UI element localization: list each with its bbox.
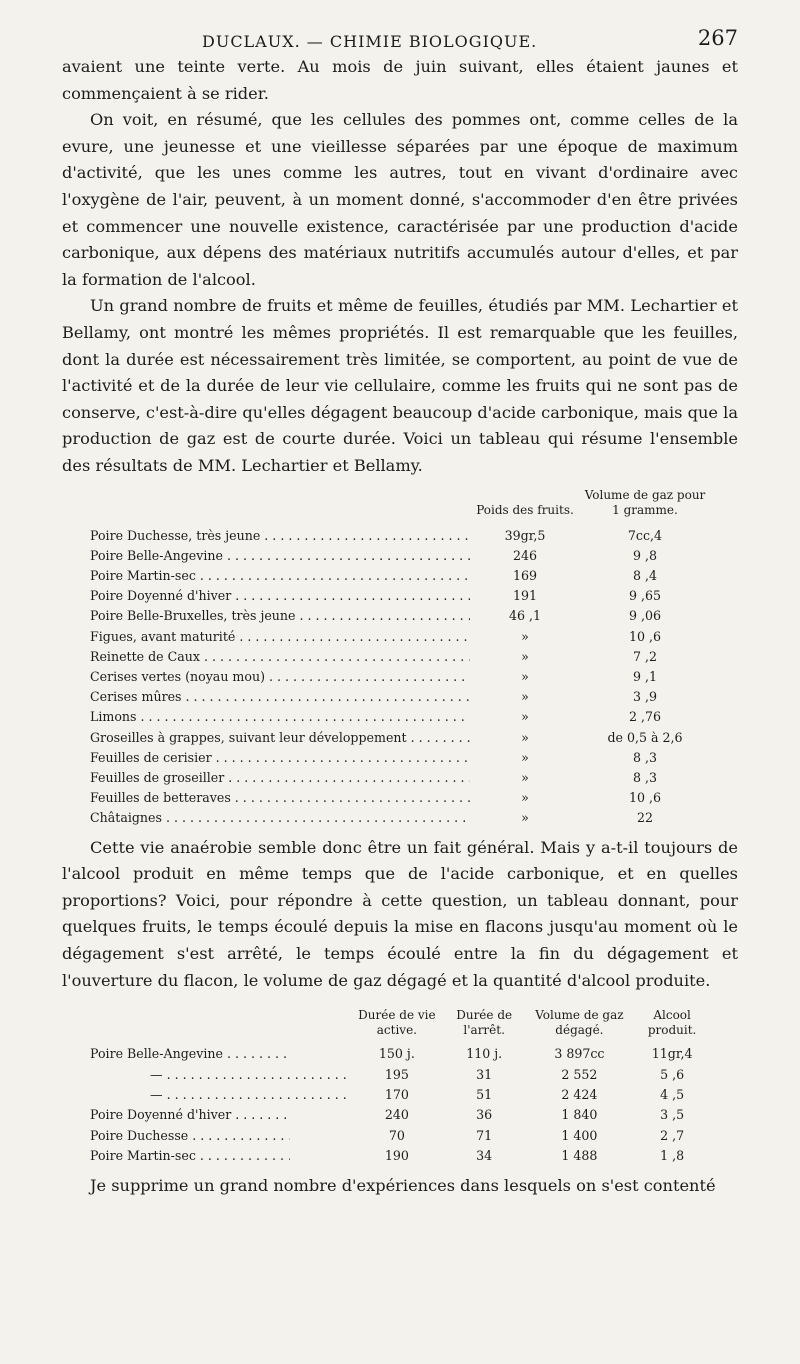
table1-header-name xyxy=(90,488,470,526)
poids-value: » xyxy=(521,790,529,806)
alcool-value: 2 ,7 xyxy=(660,1127,685,1143)
paragraph-2: On voit, en résumé, que les cellules des pommes ont, comme celles de la evure, une jeunesse et une vieillesse séparées par une époque de maximum d'activité, que les unes comme les autres, tout en vivant d'ordinaire avec l'oxygène de l'air, peuvent, à un moment donné, s'accommoder d'en être privées et commencer une nouvelle existence, caractérisée par une production d'acide carbonique, aux dépens des matériaux nutritifs accumulés autour d'elles, et par la formation de l'alcool. xyxy=(62,110,738,289)
fruit-name-cell xyxy=(90,748,470,768)
table-row xyxy=(90,1085,710,1105)
fruit-name: Limons . . . xyxy=(90,709,470,724)
poids-value: 246 xyxy=(512,547,538,563)
volume-value: 7 ,2 xyxy=(632,648,658,664)
alcool-value: 3 ,5 xyxy=(660,1107,685,1123)
volume-value: 8 ,4 xyxy=(632,567,658,583)
table-row xyxy=(90,627,710,647)
fruit-name-cell xyxy=(90,627,470,647)
running-header xyxy=(62,20,738,54)
fruit-name: Poire Belle-Angevine . . . xyxy=(90,548,470,563)
paragraph-1: avaient une teinte verte. Au mois de juin suivant, elles étaient jaunes et commençaient à se rider. xyxy=(62,57,738,103)
table2-header-volume: Volume de gaz dégagé. xyxy=(535,1008,624,1038)
table1-header-volume: Volume de gaz pour 1 gramme. xyxy=(584,487,706,517)
duree-active-value: 170 xyxy=(384,1086,409,1102)
poids-value: 191 xyxy=(512,588,538,604)
volume-value: 10 ,6 xyxy=(628,790,662,806)
duree-arret-value: 71 xyxy=(476,1127,493,1143)
table-row xyxy=(90,606,710,626)
fruit-gas-table xyxy=(90,488,710,829)
fruit-name-cell xyxy=(90,526,470,546)
fruit-name: — . . . xyxy=(150,1067,350,1082)
fruit-name-cell xyxy=(90,1065,350,1085)
duree-arret-value: 110 j. xyxy=(466,1046,503,1062)
fruit-name-cell xyxy=(90,566,470,586)
table-row xyxy=(90,647,710,667)
fruit-name-cell xyxy=(90,1085,350,1105)
fruit-name: Châtaignes . . . xyxy=(90,810,470,825)
table2-header-duree-active: Durée de vie active. xyxy=(358,1008,436,1038)
alcool-value: 4 ,5 xyxy=(660,1086,685,1102)
volume-value: 8 ,3 xyxy=(632,749,658,765)
fruit-name-cell xyxy=(90,788,470,808)
fruit-name: Poire Belle-Bruxelles, très jeune . . . xyxy=(90,608,470,623)
duree-active-value: 240 xyxy=(384,1107,409,1123)
poids-value: » xyxy=(521,628,529,644)
table-row xyxy=(90,586,710,606)
alcool-value: 1 ,8 xyxy=(660,1148,685,1164)
volume-value: 3 897cc xyxy=(554,1046,605,1062)
running-title: DUCLAUX. — CHIMIE BIOLOGIQUE. xyxy=(202,32,538,51)
fruit-name: Poire Doyenné d'hiver . . . xyxy=(90,588,470,603)
volume-value: 1 840 xyxy=(561,1107,598,1123)
fruit-name-cell xyxy=(90,707,470,727)
fruit-name-cell xyxy=(90,546,470,566)
fruit-name-cell xyxy=(90,808,470,828)
table2-header-name xyxy=(90,1008,350,1044)
page-number: 267 xyxy=(697,26,738,50)
table-row xyxy=(90,1146,710,1166)
fruit-name-cell xyxy=(90,1146,350,1166)
fruit-name-cell xyxy=(90,606,470,626)
fruit-name: Feuilles de groseiller . . . xyxy=(90,770,470,785)
table-row xyxy=(90,707,710,727)
volume-value: 2 ,76 xyxy=(628,709,662,725)
poids-value: 46 ,1 xyxy=(508,608,542,624)
table-row xyxy=(90,1044,710,1064)
fruit-name: Feuilles de cerisier . . . xyxy=(90,750,470,765)
volume-value: 3 ,9 xyxy=(632,689,658,705)
table2-header-alcool: Alcool produit. xyxy=(647,1008,697,1038)
fruit-name: Poire Martin-sec . . . xyxy=(90,1148,290,1163)
fruit-name: Cerises vertes (noyau mou) . . . xyxy=(90,669,470,684)
table-row xyxy=(90,667,710,687)
poids-value: » xyxy=(521,648,529,664)
volume-value: 22 xyxy=(636,810,654,826)
table2-body xyxy=(90,1044,710,1166)
table1-body xyxy=(90,526,710,829)
table-row xyxy=(90,687,710,707)
poids-value: 39gr,5 xyxy=(504,527,546,543)
table1-header-poids: Poids des fruits. xyxy=(476,502,574,517)
fruit-name-cell xyxy=(90,728,470,748)
fruit-name: Cerises mûres . . . xyxy=(90,689,470,704)
table-row xyxy=(90,1126,710,1146)
poids-value: » xyxy=(521,729,529,745)
table-row xyxy=(90,748,710,768)
volume-value: 1 488 xyxy=(561,1148,598,1164)
fruit-name: Poire Martin-sec . . . xyxy=(90,568,470,583)
table-row xyxy=(90,526,710,546)
volume-value: de 0,5 à 2,6 xyxy=(607,729,683,745)
volume-value: 1 400 xyxy=(561,1127,598,1143)
duree-arret-value: 51 xyxy=(476,1086,493,1102)
table-row xyxy=(90,566,710,586)
duree-active-value: 195 xyxy=(384,1066,409,1082)
paragraph-4: Cette vie anaérobie semble donc être un fait général. Mais y a-t-il toujours de l'alcool produit en même temps que de l'acide carbonique, et en quelles proportions? Voici, pour répondre à cette question, un tableau donnant, pour quelques fruits, le temps écoulé depuis la mise en flacons jusqu'au moment où le dégagement s'est arrêté, le temps écoulé entre la fin du dégagement et l'ouverture du flacon, le volume de gaz dégagé et la quantité d'alcool produite. xyxy=(62,837,738,990)
poids-value: » xyxy=(521,709,529,725)
paragraph-3: Un grand nombre de fruits et même de feuilles, étudiés par MM. Lechartier et Bellamy, ont montré les mêmes propriétés. Il est remarquable que les feuilles, dont la durée est nécessairement très limitée, se comportent, au point de vue de l'activité et de la durée de leur vie cellulaire, comme les fruits qui ne sont pas de conserve, c'est-à-dire qu'elles dégagent beaucoup d'acide carbonique, mais que la production de gaz est de courte durée. Voici un tableau qui résume l'ensemble des résultats de MM. Lechartier et Bellamy. xyxy=(62,296,738,475)
fruit-name-cell xyxy=(90,647,470,667)
table2-header-duree-arret: Durée de l'arrêt. xyxy=(456,1008,513,1038)
poids-value: 169 xyxy=(512,567,538,583)
volume-value: 9 ,06 xyxy=(628,608,662,624)
poids-value: » xyxy=(521,749,529,765)
volume-value: 9 ,65 xyxy=(628,588,662,604)
fruit-name: Figues, avant maturité . . . xyxy=(90,629,470,644)
duree-arret-value: 34 xyxy=(476,1148,493,1164)
fruit-name-cell xyxy=(90,687,470,707)
table-row xyxy=(90,1105,710,1125)
volume-value: 9 ,1 xyxy=(632,668,658,684)
volume-value: 9 ,8 xyxy=(632,547,658,563)
table-row xyxy=(90,728,710,748)
duree-arret-value: 36 xyxy=(476,1107,493,1123)
duree-arret-value: 31 xyxy=(476,1066,493,1082)
duree-active-value: 150 j. xyxy=(378,1046,415,1062)
fruit-name: — . . . xyxy=(150,1087,350,1102)
poids-value: » xyxy=(521,689,529,705)
alcohol-table xyxy=(90,1008,710,1166)
fruit-name-cell xyxy=(90,586,470,606)
alcool-value: 11gr,4 xyxy=(651,1046,693,1062)
table-row xyxy=(90,788,710,808)
duree-active-value: 190 xyxy=(384,1148,409,1164)
fruit-name-cell xyxy=(90,1044,350,1064)
duree-active-value: 70 xyxy=(388,1127,405,1143)
page xyxy=(62,20,738,1199)
fruit-name-cell xyxy=(90,1126,350,1146)
alcool-value: 5 ,6 xyxy=(660,1066,685,1082)
volume-value: 2 424 xyxy=(561,1086,598,1102)
poids-value: » xyxy=(521,668,529,684)
poids-value: » xyxy=(521,810,529,826)
fruit-name: Poire Duchesse . . . xyxy=(90,1128,290,1143)
table-row xyxy=(90,808,710,828)
table-row xyxy=(90,768,710,788)
volume-value: 2 552 xyxy=(561,1066,598,1082)
fruit-name-cell xyxy=(90,768,470,788)
fruit-name-cell xyxy=(90,667,470,687)
paragraph-5: Je supprime un grand nombre d'expériences dans lesquels on s'est contenté xyxy=(90,1175,716,1195)
fruit-name: Feuilles de betteraves . . . xyxy=(90,790,470,805)
fruit-name: Poire Belle-Angevine . . . xyxy=(90,1046,290,1061)
fruit-name: Groseilles à grappes, suivant leur développement . . . xyxy=(90,730,470,745)
fruit-name: Poire Doyenné d'hiver . . . xyxy=(90,1107,290,1122)
volume-value: 10 ,6 xyxy=(628,628,662,644)
volume-value: 7cc,4 xyxy=(627,527,663,543)
fruit-name-cell xyxy=(90,1105,350,1125)
fruit-name: Poire Duchesse, très jeune . . . xyxy=(90,528,470,543)
table-row xyxy=(90,1065,710,1085)
fruit-name: Reinette de Caux . . . xyxy=(90,649,470,664)
table-row xyxy=(90,546,710,566)
poids-value: » xyxy=(521,769,529,785)
volume-value: 8 ,3 xyxy=(632,769,658,785)
